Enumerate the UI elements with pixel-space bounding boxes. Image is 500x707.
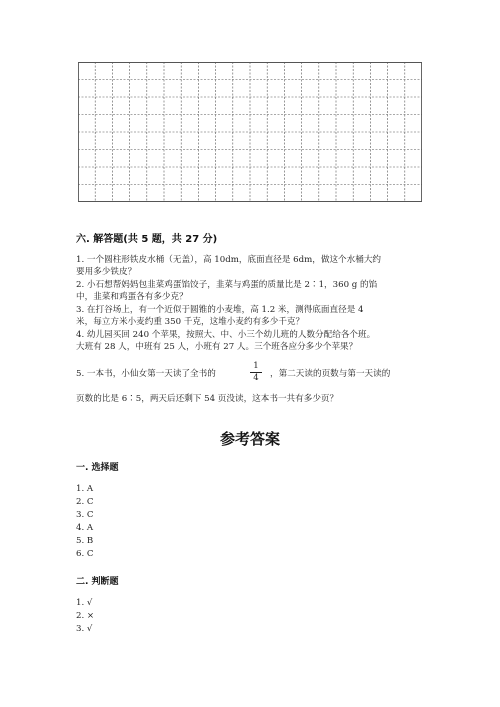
choice-answer-1: 1. A xyxy=(76,484,94,494)
q4-line1: 4. 幼儿园买回 240 个苹果，按照大、中、小三个幼儿班的人数分配给各个班。 xyxy=(76,330,376,340)
q2-line1: 2. 小石想帮妈妈包韭菜鸡蛋馅饺子，韭菜与鸡蛋的质量比是 2∶1，360 g 的馅 xyxy=(76,280,378,290)
choice-answer-4: 4. A xyxy=(76,523,94,533)
choice-section-title: 一. 选择题 xyxy=(76,463,119,473)
judge-section-title: 二. 判断题 xyxy=(76,577,119,587)
q5-line1-part-b: ，第二天读的页数与第一天读的 xyxy=(270,369,391,379)
grid-lines xyxy=(78,62,422,202)
q5-fraction-numerator: 1 xyxy=(253,361,259,371)
choice-answer-6: 6. C xyxy=(76,549,94,559)
q1-line2: 要用多少铁皮？ xyxy=(76,267,137,277)
q1-line1: 1. 一个圆柱形铁皮水桶（无盖），高 10dm，底面直径是 6dm，做这个水桶大约 xyxy=(76,255,382,265)
q5-fraction-denominator: 4 xyxy=(253,373,259,383)
q4-line2: 大班有 28 人，中班有 25 人，小班有 27 人。三个班各应分多少个苹果？ xyxy=(76,342,358,352)
q3-line1: 3. 在打谷场上，有一个近似于圆锥的小麦堆，高 1.2 米，测得底面直径是 4 xyxy=(76,305,364,315)
judge-answer-2: 2. × xyxy=(76,611,95,621)
choice-answer-3: 3. C xyxy=(76,510,94,520)
section6-title: 六. 解答题(共 5 题，共 27 分) xyxy=(76,234,218,245)
q2-line2: 中，韭菜和鸡蛋各有多少克？ xyxy=(76,292,188,302)
answers-title: 参考答案 xyxy=(219,430,280,448)
choice-answer-2: 2. C xyxy=(76,497,94,507)
q5-fraction xyxy=(250,362,262,383)
judge-answer-3: 3. √ xyxy=(76,624,93,634)
choice-answer-5: 5. B xyxy=(76,536,94,546)
answer-grid xyxy=(78,62,422,202)
judge-answer-1: 1. √ xyxy=(76,598,93,608)
q3-line2: 米，每立方米小麦约重 350 千克，这堆小麦约有多少千克？ xyxy=(76,317,305,327)
q5-line1-part-a: 5. 一本书，小仙女第一天读了全书的 xyxy=(76,369,216,379)
q5-line2: 页数的比是 6∶5，两天后还剩下 54 页没读，这本书一共有多少页？ xyxy=(76,394,339,404)
